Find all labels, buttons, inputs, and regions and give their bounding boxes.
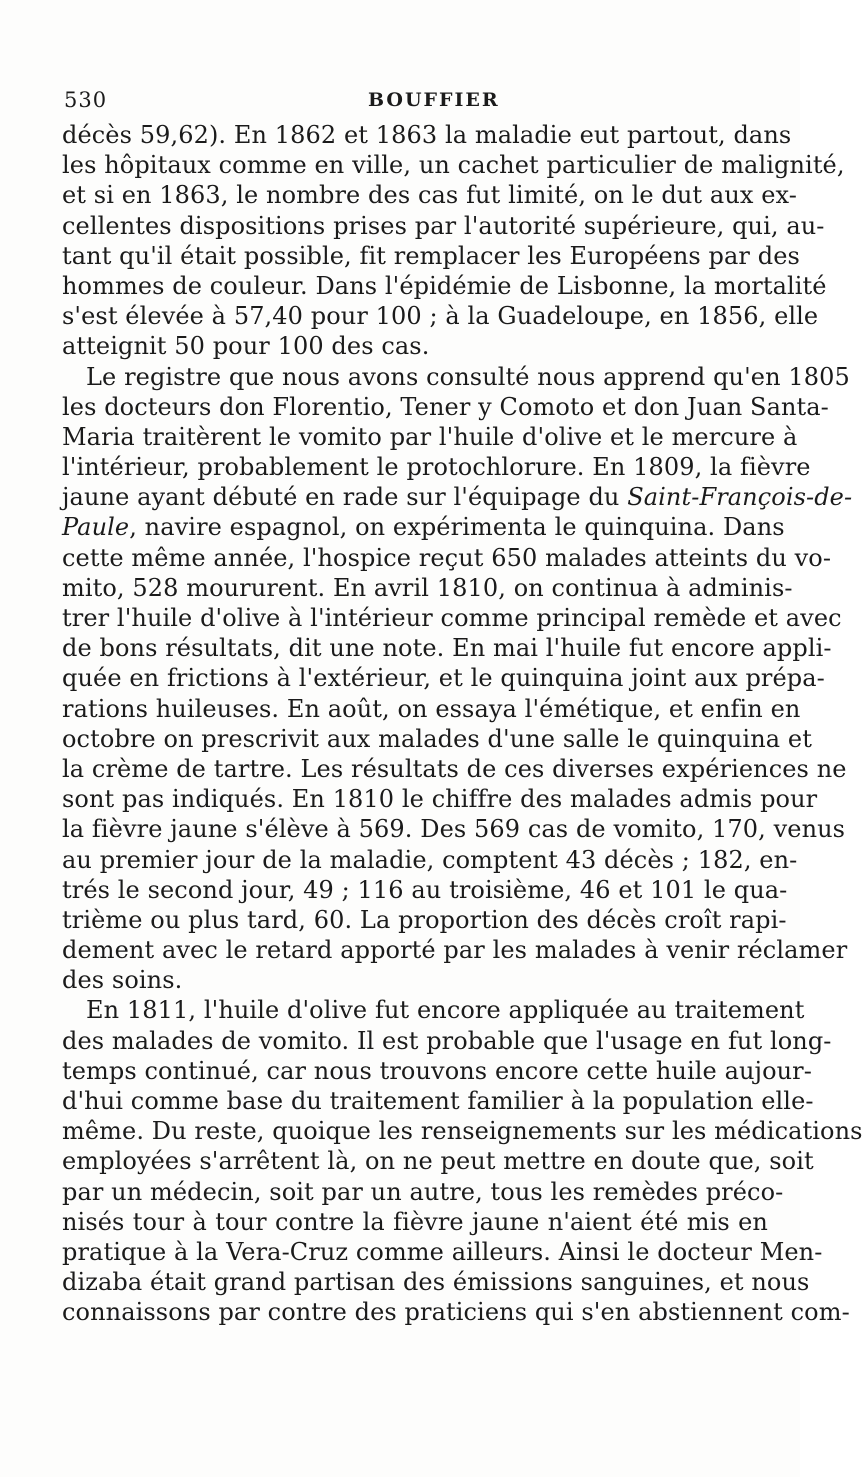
line-text: la fièvre jaune s'élève à 569. Des 569 cas de vomito, 170, venus [62, 815, 846, 844]
line-text: sont pas indiqués. En 1810 le chiffre des malades admis pour [62, 785, 818, 814]
line-text: trés le second jour, 49 ; 116 au troisième, 46 et 101 le qua- [62, 875, 788, 904]
line-text: dizaba était grand partisan des émissions sanguines, et nous [62, 1268, 810, 1297]
line-text: la crème de tartre. Les résultats de ces diverses expériences ne [62, 754, 847, 783]
italic-text: Saint-François-de- [627, 483, 853, 512]
line-text: trer l'huile d'olive à l'intérieur comme principal remède et avec [62, 604, 842, 632]
text-line [62, 1297, 850, 1327]
text-line [62, 301, 819, 331]
text-line [62, 603, 842, 633]
page-number: 530 [64, 88, 108, 112]
line-text: décès 59,62). En 1862 et 1863 la maladie eut partout, dans [62, 121, 792, 149]
line-text: connaissons par contre des praticiens qui s'en abstiennent com- [62, 1298, 850, 1327]
text-line [62, 150, 845, 180]
line-text: quée en frictions à l'extérieur, et le quinquina joint aux prépa- [62, 664, 825, 693]
line-text: rations huileuses. En août, on essaya l'émétique, et enfin en [62, 694, 801, 723]
line-text: cellentes dispositions prises par l'autorité supérieure, qui, au- [62, 211, 825, 240]
text-line [62, 1086, 814, 1116]
text-line [62, 1237, 823, 1267]
line-text: au premier jour de la maladie, comptent 43 décès ; 182, en- [62, 845, 798, 874]
line-text: trième ou plus tard, 60. La proportion des décès croît rapi- [62, 905, 787, 934]
text-line [62, 1177, 784, 1207]
text-line [62, 422, 798, 452]
text-line [62, 1146, 814, 1176]
italic-text: Paule [62, 513, 130, 542]
text-line [62, 814, 846, 844]
line-text: l'intérieur, probablement le protochlorure. En 1809, la fièvre [62, 453, 811, 482]
text-line [62, 724, 812, 754]
running-head [60, 88, 760, 118]
line-text: temps continué, car nous trouvons encore cette huile aujour- [62, 1056, 812, 1085]
text-line [62, 543, 832, 573]
line-text: dement avec le retard apporté par les malades à venir réclamer [62, 936, 848, 965]
text-line [62, 965, 768, 995]
text-line [62, 1267, 810, 1297]
text-line [62, 1056, 812, 1086]
line-text: hommes de couleur. Dans l'épidémie de Lisbonne, la mortalité [62, 271, 827, 300]
line-text: , navire espagnol, on expérimenta le quinquina. Dans [129, 513, 785, 542]
text-line [62, 241, 800, 271]
text-line [62, 694, 801, 724]
text-line [62, 452, 811, 482]
text-line [62, 180, 797, 210]
line-text: de bons résultats, dit une note. En mai l'huile fut encore appli- [62, 634, 832, 663]
line-text: des malades de vomito. Il est probable que l'usage en fut long- [62, 1026, 832, 1055]
body-text [62, 120, 863, 1328]
running-title: BOUFFIER [368, 89, 500, 111]
text-line [62, 271, 827, 301]
text-line [62, 633, 832, 663]
line-text: des soins. [62, 966, 183, 995]
line-text: cette même année, l'hospice reçut 650 malades atteints du vo- [62, 543, 832, 572]
line-text: employées s'arrêtent là, on ne peut mettre en doute que, soit [62, 1147, 814, 1176]
text-line [62, 392, 829, 422]
line-text: et si en 1863, le nombre des cas fut limité, on le dut aux ex- [62, 181, 797, 210]
line-text: Le registre que nous avons consulté nous apprend qu'en 1805 [86, 362, 850, 391]
line-text: d'hui comme base du traitement familier à la population elle- [62, 1087, 814, 1115]
text-line [62, 211, 825, 241]
text-line [62, 995, 805, 1025]
text-line [62, 754, 847, 784]
text-line [62, 845, 798, 875]
line-text: par un médecin, soit par un autre, tous les remèdes préco- [62, 1177, 784, 1206]
text-line [62, 512, 785, 542]
text-line [62, 1207, 768, 1237]
text-line [62, 331, 768, 361]
text-line [62, 482, 853, 512]
text-line [62, 905, 787, 935]
text-line [62, 1116, 863, 1146]
text-line [62, 1026, 832, 1056]
line-text: jaune ayant débuté en rade sur l'équipage du [62, 483, 628, 512]
line-text: même. Du reste, quoique les renseignements sur les médications [62, 1117, 863, 1146]
line-text: s'est élevée à 57,40 pour 100 ; à la Guadeloupe, en 1856, elle [62, 302, 819, 331]
line-text: En 1811, l'huile d'olive fut encore appliquée au traitement [86, 996, 805, 1025]
line-text: les docteurs don Florentio, Tener y Comoto et don Juan Santa- [62, 392, 829, 421]
text-line [62, 362, 850, 392]
text-line [62, 935, 848, 965]
text-line [62, 120, 792, 150]
line-text: les hôpitaux comme en ville, un cachet particulier de malignité, [62, 151, 845, 180]
line-text: pratique à la Vera-Cruz comme ailleurs. Ainsi le docteur Men- [62, 1237, 823, 1266]
line-text: mito, 528 moururent. En avril 1810, on continua à adminis- [62, 573, 793, 602]
line-text: octobre on prescrivit aux malades d'une salle le quinquina et [62, 724, 812, 753]
text-line [62, 573, 793, 603]
line-text: nisés tour à tour contre la fièvre jaune n'aient été mis en [62, 1207, 768, 1236]
text-line [62, 875, 788, 905]
line-text: atteignit 50 pour 100 des cas. [62, 332, 430, 361]
text-line [62, 663, 825, 693]
line-text: tant qu'il était possible, fit remplacer les Européens par des [62, 241, 800, 270]
text-line [62, 784, 818, 814]
line-text: Maria traitèrent le vomito par l'huile d'olive et le mercure à [62, 422, 798, 451]
